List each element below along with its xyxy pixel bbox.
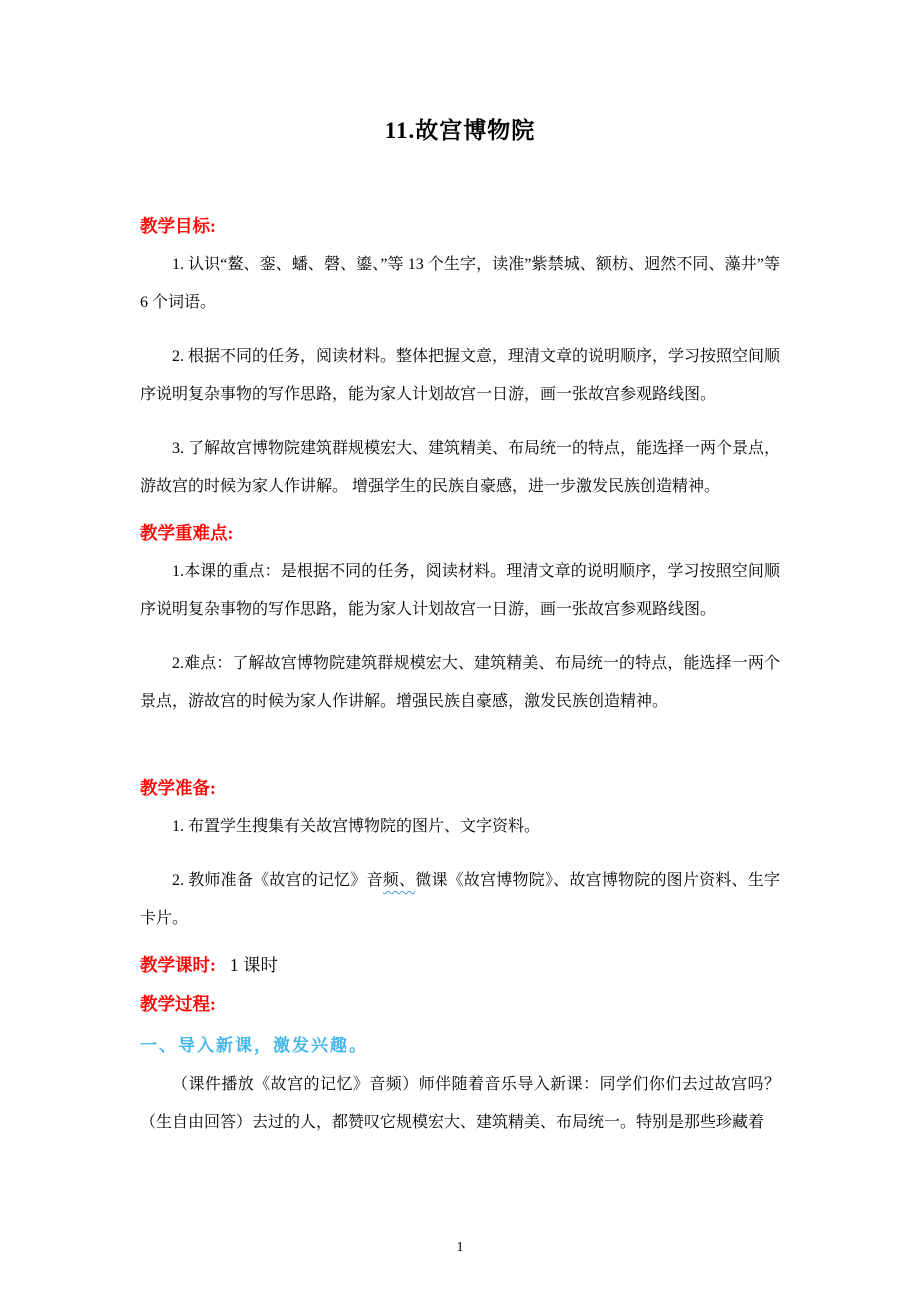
objective-item-1: 1. 认识“鳌、銮、蟠、磬、鎏、”等 13 个生字，读准”紫禁城、额枋、迥然不同、藻井”等 6 个词语。 [140, 255, 780, 311]
heading-key-points: 教学重难点: [140, 523, 234, 544]
heading-class-hours [140, 954, 780, 977]
objective-item-3: 3. 了解故宫博物院建筑群规模宏大、建筑精美、布局统一的特点，能选择一两个景点，游故宫的时候为家人作讲解。 增强学生的民族自豪感，进一步激发民族创造精神。 [140, 440, 781, 496]
prep2-text-suffix: 微课《故宫博物院》、故宫博物院的图片资料、生字卡片。 [140, 872, 780, 928]
preparation-item-2 [140, 862, 780, 938]
preparation-item-1: 1. 布置学生搜集有关故宫博物院的图片、文字资料。 [172, 818, 541, 836]
section-heading-intro: 一、导入新课，激发兴趣。 [140, 1035, 368, 1055]
key-point-item-1: 1.本课的重点：是根据不同的任务，阅读材料。理清文章的说明顺序，学习按照空间顺序说明复杂事物的写作思路，能为家人计划故宫一日游，画一张故宫参观路线图。 [140, 562, 780, 619]
heading-preparation: 教学准备: [140, 778, 216, 799]
class-hours-value: 1 课时 [229, 955, 278, 976]
document-title: 11.故宫博物院 [384, 118, 536, 143]
key-point-item-2: 2.难点：了解故宫博物院建筑群规模宏大、建筑精美、布局统一的特点，能选择一两个景点，游故宫的时候为家人作讲解。增强民族自豪感，激发民族创造精神。 [140, 655, 780, 711]
prep2-text-prefix: 2. 教师准备《故宫的记忆》音 [172, 872, 383, 890]
heading-objectives: 教学目标: [140, 216, 216, 236]
page-number: 1 [456, 1240, 464, 1255]
heading-process: 教学过程: [140, 994, 216, 1015]
class-hours-label: 教学课时: [140, 955, 216, 976]
prep2-spellcheck-underline: 频、 [382, 872, 416, 890]
intro-paragraph: （课件播放《故宫的记忆》音频）师伴随着音乐导入新课：同学们你们去过故宫吗？（生自由回答）去过的人，都赞叹它规模宏大、建筑精美、布局统一。特别是那些珍藏着 [140, 1075, 780, 1131]
objective-item-2: 2. 根据不同的任务，阅读材料。整体把握文意，理清文章的说明顺序，学习按照空间顺序说明复杂事物的写作思路，能为家人计划故宫一日游，画一张故宫参观路线图。 [140, 347, 781, 403]
